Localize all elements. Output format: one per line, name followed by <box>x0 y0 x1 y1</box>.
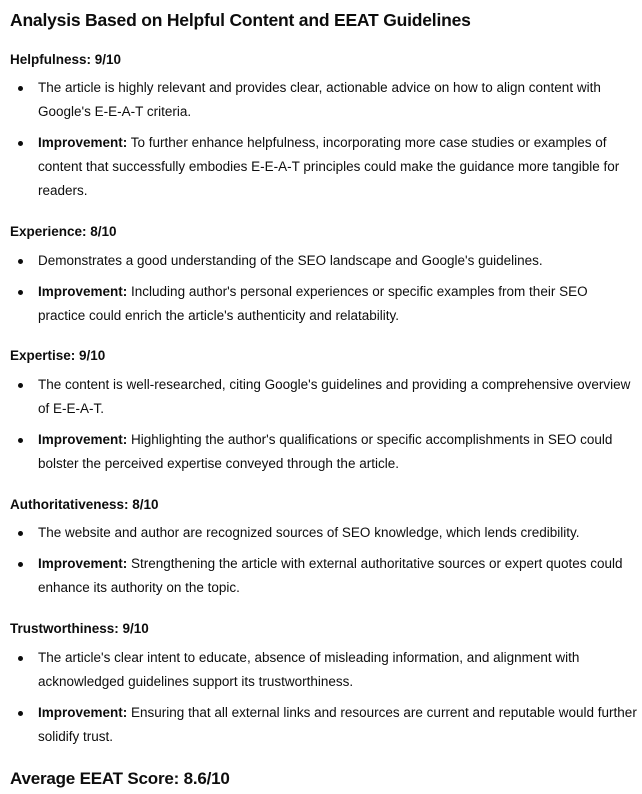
bullet-icon <box>18 711 23 716</box>
list-item: Improvement: Ensuring that all external links and resources are current and reputable would further solidify trust. <box>38 701 638 749</box>
bullet-icon <box>18 141 23 146</box>
list-item: The article's clear intent to educate, absence of misleading information, and alignment with acknowledged guidelines support its trustworthiness. <box>38 646 638 694</box>
improvement-label: Improvement: <box>38 432 128 447</box>
bullet-icon <box>18 531 23 536</box>
page-title: Analysis Based on Helpful Content and EEAT Guidelines <box>10 10 471 30</box>
average-score-heading: Average EEAT Score: 8.6/10 <box>10 769 230 788</box>
list-item: Improvement: Including author's personal experiences or specific examples from their SEO practice could enrich the article's authenticity and relatability. <box>38 280 638 328</box>
improvement-label: Improvement: <box>38 705 128 720</box>
section-heading-authoritativeness: Authoritativeness: 8/10 <box>10 497 159 512</box>
bullet-icon <box>18 259 23 264</box>
list-item: Demonstrates a good understanding of the SEO landscape and Google's guidelines. <box>38 249 638 273</box>
bullet-icon <box>18 86 23 91</box>
bullet-icon <box>18 290 23 295</box>
list-item: The website and author are recognized sources of SEO knowledge, which lends credibility. <box>38 521 638 545</box>
section-heading-experience: Experience: 8/10 <box>10 224 117 239</box>
improvement-label: Improvement: <box>38 556 128 571</box>
bullet-icon <box>18 438 23 443</box>
bullet-icon <box>18 383 23 388</box>
section-heading-trustworthiness: Trustworthiness: 9/10 <box>10 621 149 636</box>
list-item: Improvement: To further enhance helpfulness, incorporating more case studies or examples of content that successfully embodies E-E-A-T principles could make the guidance more tangible for readers. <box>38 131 638 203</box>
list-item: Improvement: Highlighting the author's qualifications or specific accomplishments in SEO could bolster the perceived expertise conveyed through the article. <box>38 428 638 476</box>
list-item: The article is highly relevant and provides clear, actionable advice on how to align content with Google's E-E-A-T criteria. <box>38 76 638 124</box>
section-heading-expertise: Expertise: 9/10 <box>10 348 106 363</box>
section-heading-helpfulness: Helpfulness: 9/10 <box>10 52 122 67</box>
bullet-icon <box>18 656 23 661</box>
list-item: The content is well-researched, citing Google's guidelines and providing a comprehensive overview of E-E-A-T. <box>38 373 638 421</box>
improvement-label: Improvement: <box>38 284 128 299</box>
list-item: Improvement: Strengthening the article with external authoritative sources or expert quotes could enhance its authority on the topic. <box>38 552 638 600</box>
improvement-label: Improvement: <box>38 135 128 150</box>
bullet-icon <box>18 562 23 567</box>
